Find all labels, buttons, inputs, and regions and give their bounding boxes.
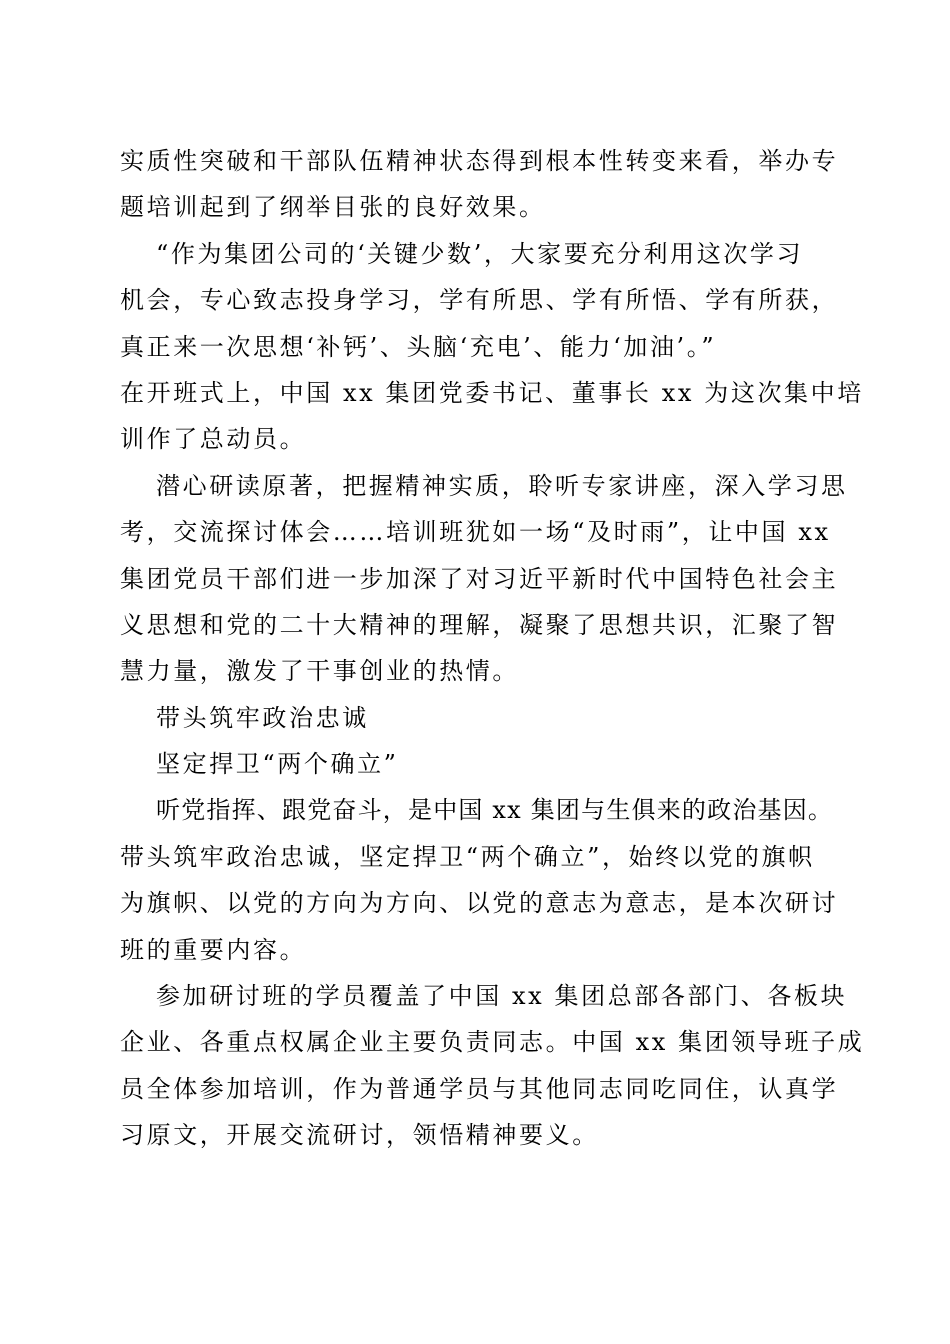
text-line: 潜心研读原著，把握精神实质，聆听专家讲座，深入学习思 (156, 471, 848, 500)
document-page (120, 138, 865, 1159)
paragraph (120, 138, 839, 231)
text-line: 实质性突破和干部队伍精神状态得到根本性转变来看，举办专 (120, 147, 839, 175)
text-line: 集团党员干部们进一步加深了对习近平新时代中国特色社会主 (120, 564, 839, 593)
heading-line: 带头筑牢政治忠诚 (156, 703, 369, 732)
text-line: 习原文，开展交流研讨，领悟精神要义。 (120, 1121, 599, 1150)
paragraph (120, 973, 865, 1159)
text-line: 班的重要内容。 (120, 935, 307, 964)
text-line: 带头筑牢政治忠诚，坚定捍卫“两个确立”，始终以党的旗帜 (120, 842, 815, 871)
text-line: 考，交流探讨体会……培训班犹如一场“及时雨”，让中国 xx (120, 518, 831, 547)
text-line: 义思想和党的二十大精神的理解，凝聚了思想共识，汇聚了智 (120, 610, 839, 639)
text-line: 在开班式上，中国 xx 集团党委书记、董事长 xx 为这次集中培 (120, 378, 864, 407)
text-line: 员全体参加培训，作为普通学员与其他同志同吃同住，认真学 (120, 1074, 839, 1103)
paragraph (120, 787, 839, 973)
text-line: 题培训起到了纲举目张的良好效果。 (120, 193, 546, 222)
text-line: “作为集团公司的‘关键少数’，大家要充分利用这次学习 (156, 239, 804, 268)
paragraph (120, 231, 864, 463)
text-line: 训作了总动员。 (120, 425, 307, 454)
text-line: 听党指挥、跟党奋斗，是中国 xx 集团与生俱来的政治基因。 (156, 796, 834, 825)
heading-line: 坚定捍卫“两个确立” (156, 750, 399, 779)
text-line: 慧力量，激发了干事创业的热情。 (120, 657, 519, 686)
text-line: 企业、各重点权属企业主要负责同志。中国 xx 集团领导班子成 (120, 1028, 865, 1057)
paragraph (120, 463, 848, 695)
text-line: 真正来一次思想‘补钙’、头脑‘充电’、能力‘加油’。” (120, 332, 717, 361)
section-heading (120, 741, 832, 787)
text-line: 机会，专心致志投身学习，学有所思、学有所悟、学有所获， (120, 286, 839, 315)
text-line: 为旗帜、以党的方向为方向、以党的意志为意志，是本次研讨 (120, 889, 839, 918)
text-line: 参加研讨班的学员覆盖了中国 xx 集团总部各部门、各板块 (156, 982, 848, 1011)
section-heading (120, 695, 832, 741)
